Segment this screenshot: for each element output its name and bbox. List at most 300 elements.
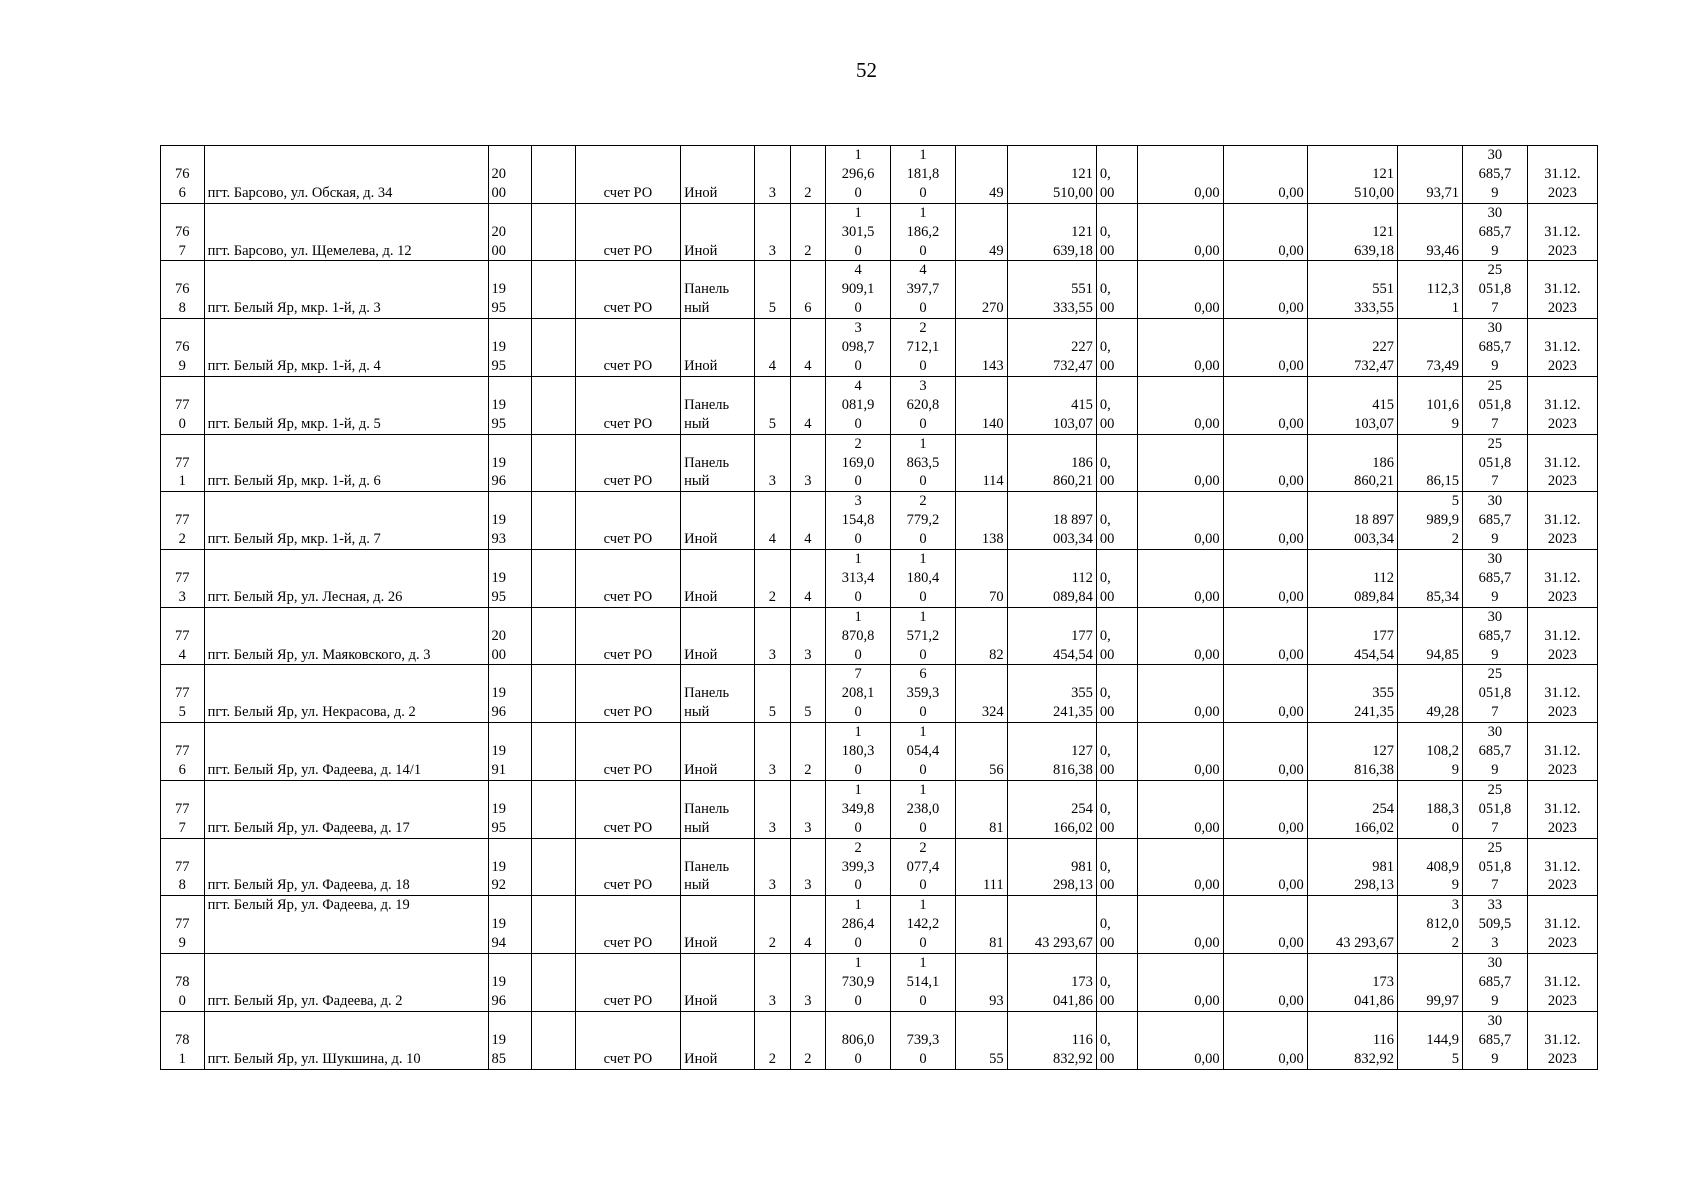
cell-address: пгт. Белый Яр, мкр. 1-й, д. 6	[204, 434, 488, 492]
table-row	[161, 780, 1598, 838]
cell-cost-local: 0,00	[1223, 665, 1307, 723]
cell-area-total: 2 169,0 0	[826, 434, 891, 492]
cell-empty	[532, 376, 576, 434]
table-row	[161, 376, 1598, 434]
cell-unit-cost: 5 989,9 2	[1398, 492, 1463, 550]
cell-year: 19 95	[488, 550, 532, 608]
cell-limit-cost: 30 685,7 9	[1462, 1011, 1527, 1069]
cell-cost-regional: 0,00	[1138, 896, 1223, 954]
cell-deadline: 31.12. 2023	[1527, 780, 1597, 838]
cell-wall-material: Иной	[681, 492, 755, 550]
cell-cost-local: 0,00	[1223, 607, 1307, 665]
cell-residents: 82	[955, 607, 1007, 665]
table-row	[161, 1011, 1598, 1069]
cell-cost-regional: 0,00	[1138, 492, 1223, 550]
cell-area-total: 3 154,8 0	[826, 492, 891, 550]
cell-year: 19 95	[488, 376, 532, 434]
cell-cost-total: 116 832,92	[1007, 1011, 1096, 1069]
cell-cost-local: 0,00	[1223, 146, 1307, 204]
cell-cost-federal: 0, 00	[1096, 723, 1138, 781]
cell-fund-method: счет РО	[575, 723, 680, 781]
cell-cost-total: 127 816,38	[1007, 723, 1096, 781]
cell-floors: 4	[755, 319, 790, 377]
cell-cost-owners: 173 041,86	[1307, 954, 1397, 1012]
cell-year: 19 96	[488, 954, 532, 1012]
cell-year: 19 91	[488, 723, 532, 781]
cell-wall-material: Иной	[681, 896, 755, 954]
cell-floors: 3	[755, 838, 790, 896]
cell-cost-owners: 43 293,67	[1307, 896, 1397, 954]
cell-cost-federal: 0, 00	[1096, 607, 1138, 665]
cell-area-total: 1 870,8 0	[826, 607, 891, 665]
cell-address: пгт. Белый Яр, ул. Фадеева, д. 19	[204, 896, 488, 954]
cell-cost-federal: 0, 00	[1096, 203, 1138, 261]
cell-entrances: 4	[790, 896, 825, 954]
cell-cost-owners: 186 860,21	[1307, 434, 1397, 492]
cell-residents: 138	[955, 492, 1007, 550]
cell-floors: 4	[755, 492, 790, 550]
table-row	[161, 838, 1598, 896]
cell-limit-cost: 30 685,7 9	[1462, 146, 1527, 204]
cell-residents: 81	[955, 896, 1007, 954]
cell-area-total: 806,0 0	[826, 1011, 891, 1069]
cell-empty	[532, 492, 576, 550]
cell-cost-owners: 981 298,13	[1307, 838, 1397, 896]
cell-unit-cost: 94,85	[1398, 607, 1463, 665]
cell-cost-local: 0,00	[1223, 261, 1307, 319]
cell-cost-federal: 0, 00	[1096, 896, 1138, 954]
cell-cost-regional: 0,00	[1138, 550, 1223, 608]
cell-limit-cost: 25 051,8 7	[1462, 838, 1527, 896]
cell-empty	[532, 146, 576, 204]
cell-area-living: 1 186,2 0	[891, 203, 956, 261]
cell-limit-cost: 30 685,7 9	[1462, 550, 1527, 608]
cell-limit-cost: 30 685,7 9	[1462, 607, 1527, 665]
cell-fund-method: счет РО	[575, 550, 680, 608]
cell-entrances: 2	[790, 1011, 825, 1069]
table-row	[161, 319, 1598, 377]
cell-cost-total: 43 293,67	[1007, 896, 1096, 954]
cell-floors: 2	[755, 550, 790, 608]
cell-fund-method: счет РО	[575, 319, 680, 377]
cell-floors: 3	[755, 780, 790, 838]
cell-deadline: 31.12. 2023	[1527, 203, 1597, 261]
cell-unit-cost: 108,2 9	[1398, 723, 1463, 781]
cell-cost-total: 112 089,84	[1007, 550, 1096, 608]
cell-limit-cost: 25 051,8 7	[1462, 665, 1527, 723]
cell-fund-method: счет РО	[575, 434, 680, 492]
cell-area-living: 739,3 0	[891, 1011, 956, 1069]
cell-row-number: 76 7	[161, 203, 205, 261]
cell-year: 20 00	[488, 607, 532, 665]
cell-cost-owners: 121 510,00	[1307, 146, 1397, 204]
cell-area-living: 4 397,7 0	[891, 261, 956, 319]
cell-address: пгт. Белый Яр, ул. Шукшина, д. 10	[204, 1011, 488, 1069]
cell-cost-regional: 0,00	[1138, 1011, 1223, 1069]
cell-year: 19 96	[488, 434, 532, 492]
cell-limit-cost: 30 685,7 9	[1462, 203, 1527, 261]
cell-area-living: 1 054,4 0	[891, 723, 956, 781]
cell-year: 20 00	[488, 146, 532, 204]
cell-cost-federal: 0, 00	[1096, 376, 1138, 434]
cell-area-living: 1 514,1 0	[891, 954, 956, 1012]
cell-deadline: 31.12. 2023	[1527, 607, 1597, 665]
cell-address: пгт. Белый Яр, мкр. 1-й, д. 7	[204, 492, 488, 550]
cell-empty	[532, 838, 576, 896]
cell-empty	[532, 550, 576, 608]
cell-fund-method: счет РО	[575, 261, 680, 319]
cell-wall-material: Панель ный	[681, 376, 755, 434]
cell-fund-method: счет РО	[575, 607, 680, 665]
cell-cost-owners: 355 241,35	[1307, 665, 1397, 723]
cell-cost-owners: 177 454,54	[1307, 607, 1397, 665]
cell-floors: 3	[755, 607, 790, 665]
cell-row-number: 77 9	[161, 896, 205, 954]
cell-cost-owners: 116 832,92	[1307, 1011, 1397, 1069]
cell-entrances: 4	[790, 376, 825, 434]
cell-entrances: 3	[790, 838, 825, 896]
cell-entrances: 2	[790, 203, 825, 261]
cell-residents: 93	[955, 954, 1007, 1012]
cell-year: 19 94	[488, 896, 532, 954]
cell-limit-cost: 33 509,5 3	[1462, 896, 1527, 954]
cell-wall-material: Иной	[681, 954, 755, 1012]
cell-cost-total: 254 166,02	[1007, 780, 1096, 838]
cell-area-total: 1 313,4 0	[826, 550, 891, 608]
cell-cost-local: 0,00	[1223, 434, 1307, 492]
cell-area-living: 6 359,3 0	[891, 665, 956, 723]
cell-unit-cost: 112,3 1	[1398, 261, 1463, 319]
cell-empty	[532, 434, 576, 492]
cell-year: 19 95	[488, 780, 532, 838]
cell-unit-cost: 73,49	[1398, 319, 1463, 377]
cell-floors: 3	[755, 723, 790, 781]
cell-area-living: 1 238,0 0	[891, 780, 956, 838]
cell-deadline: 31.12. 2023	[1527, 954, 1597, 1012]
cell-deadline: 31.12. 2023	[1527, 838, 1597, 896]
cell-cost-owners: 415 103,07	[1307, 376, 1397, 434]
cell-address: пгт. Белый Яр, мкр. 1-й, д. 3	[204, 261, 488, 319]
table-row	[161, 434, 1598, 492]
cell-unit-cost: 408,9 9	[1398, 838, 1463, 896]
cell-entrances: 4	[790, 492, 825, 550]
cell-empty	[532, 723, 576, 781]
cell-cost-owners: 551 333,55	[1307, 261, 1397, 319]
cell-area-total: 7 208,1 0	[826, 665, 891, 723]
cell-area-living: 1 571,2 0	[891, 607, 956, 665]
cell-empty	[532, 203, 576, 261]
cell-fund-method: счет РО	[575, 376, 680, 434]
cell-cost-total: 121 510,00	[1007, 146, 1096, 204]
cell-cost-federal: 0, 00	[1096, 261, 1138, 319]
cell-cost-owners: 127 816,38	[1307, 723, 1397, 781]
housing-registry-table	[160, 145, 1598, 1070]
cell-entrances: 3	[790, 434, 825, 492]
cell-year: 19 93	[488, 492, 532, 550]
cell-address: пгт. Белый Яр, ул. Фадеева, д. 14/1	[204, 723, 488, 781]
cell-unit-cost: 93,46	[1398, 203, 1463, 261]
cell-area-total: 3 098,7 0	[826, 319, 891, 377]
cell-row-number: 77 7	[161, 780, 205, 838]
cell-cost-local: 0,00	[1223, 376, 1307, 434]
cell-empty	[532, 896, 576, 954]
cell-area-total: 1 296,6 0	[826, 146, 891, 204]
table-row	[161, 896, 1598, 954]
cell-empty	[532, 780, 576, 838]
cell-cost-total: 355 241,35	[1007, 665, 1096, 723]
page-number: 52	[856, 58, 877, 82]
cell-cost-local: 0,00	[1223, 1011, 1307, 1069]
cell-deadline: 31.12. 2023	[1527, 319, 1597, 377]
cell-entrances: 5	[790, 665, 825, 723]
cell-unit-cost: 188,3 0	[1398, 780, 1463, 838]
cell-wall-material: Иной	[681, 146, 755, 204]
cell-limit-cost: 30 685,7 9	[1462, 319, 1527, 377]
cell-wall-material: Панель ный	[681, 838, 755, 896]
cell-limit-cost: 25 051,8 7	[1462, 261, 1527, 319]
cell-cost-local: 0,00	[1223, 838, 1307, 896]
cell-wall-material: Иной	[681, 607, 755, 665]
cell-area-total: 2 399,3 0	[826, 838, 891, 896]
cell-deadline: 31.12. 2023	[1527, 723, 1597, 781]
cell-entrances: 6	[790, 261, 825, 319]
cell-residents: 114	[955, 434, 1007, 492]
cell-deadline: 31.12. 2023	[1527, 896, 1597, 954]
cell-cost-local: 0,00	[1223, 896, 1307, 954]
table-row	[161, 954, 1598, 1012]
cell-entrances: 4	[790, 319, 825, 377]
cell-cost-local: 0,00	[1223, 550, 1307, 608]
cell-unit-cost: 85,34	[1398, 550, 1463, 608]
cell-residents: 111	[955, 838, 1007, 896]
cell-cost-federal: 0, 00	[1096, 146, 1138, 204]
cell-cost-federal: 0, 00	[1096, 550, 1138, 608]
cell-cost-total: 981 298,13	[1007, 838, 1096, 896]
cell-limit-cost: 25 051,8 7	[1462, 780, 1527, 838]
cell-residents: 70	[955, 550, 1007, 608]
cell-cost-total: 415 103,07	[1007, 376, 1096, 434]
cell-residents: 49	[955, 203, 1007, 261]
cell-floors: 2	[755, 896, 790, 954]
table-row	[161, 550, 1598, 608]
cell-cost-regional: 0,00	[1138, 723, 1223, 781]
cell-entrances: 3	[790, 780, 825, 838]
cell-cost-regional: 0,00	[1138, 780, 1223, 838]
cell-area-living: 2 779,2 0	[891, 492, 956, 550]
cell-year: 19 95	[488, 261, 532, 319]
table-row	[161, 261, 1598, 319]
cell-fund-method: счет РО	[575, 665, 680, 723]
cell-deadline: 31.12. 2023	[1527, 434, 1597, 492]
cell-unit-cost: 144,9 5	[1398, 1011, 1463, 1069]
cell-row-number: 77 8	[161, 838, 205, 896]
cell-floors: 5	[755, 261, 790, 319]
cell-cost-federal: 0, 00	[1096, 838, 1138, 896]
cell-deadline: 31.12. 2023	[1527, 550, 1597, 608]
cell-residents: 324	[955, 665, 1007, 723]
cell-residents: 270	[955, 261, 1007, 319]
cell-cost-total: 551 333,55	[1007, 261, 1096, 319]
cell-entrances: 2	[790, 723, 825, 781]
cell-cost-regional: 0,00	[1138, 261, 1223, 319]
cell-area-living: 2 712,1 0	[891, 319, 956, 377]
cell-cost-local: 0,00	[1223, 723, 1307, 781]
cell-entrances: 3	[790, 954, 825, 1012]
cell-deadline: 31.12. 2023	[1527, 1011, 1597, 1069]
cell-fund-method: счет РО	[575, 954, 680, 1012]
cell-deadline: 31.12. 2023	[1527, 376, 1597, 434]
table-row	[161, 492, 1598, 550]
cell-area-living: 1 180,4 0	[891, 550, 956, 608]
cell-address: пгт. Барсово, ул. Щемелева, д. 12	[204, 203, 488, 261]
cell-row-number: 76 6	[161, 146, 205, 204]
cell-empty	[532, 665, 576, 723]
cell-address: пгт. Белый Яр, мкр. 1-й, д. 5	[204, 376, 488, 434]
cell-cost-total: 186 860,21	[1007, 434, 1096, 492]
cell-residents: 143	[955, 319, 1007, 377]
cell-entrances: 2	[790, 146, 825, 204]
cell-address: пгт. Барсово, ул. Обская, д. 34	[204, 146, 488, 204]
cell-residents: 56	[955, 723, 1007, 781]
cell-row-number: 76 8	[161, 261, 205, 319]
cell-wall-material: Иной	[681, 203, 755, 261]
cell-empty	[532, 954, 576, 1012]
cell-area-living: 1 863,5 0	[891, 434, 956, 492]
cell-address: пгт. Белый Яр, ул. Маяковского, д. 3	[204, 607, 488, 665]
cell-address: пгт. Белый Яр, мкр. 1-й, д. 4	[204, 319, 488, 377]
cell-fund-method: счет РО	[575, 896, 680, 954]
cell-floors: 5	[755, 376, 790, 434]
cell-row-number: 77 6	[161, 723, 205, 781]
cell-wall-material: Панель ный	[681, 665, 755, 723]
cell-wall-material: Панель ный	[681, 780, 755, 838]
cell-wall-material: Иной	[681, 723, 755, 781]
table-row	[161, 146, 1598, 204]
cell-cost-regional: 0,00	[1138, 665, 1223, 723]
cell-floors: 3	[755, 954, 790, 1012]
cell-deadline: 31.12. 2023	[1527, 492, 1597, 550]
cell-wall-material: Иной	[681, 550, 755, 608]
cell-unit-cost: 49,28	[1398, 665, 1463, 723]
cell-cost-total: 173 041,86	[1007, 954, 1096, 1012]
cell-cost-regional: 0,00	[1138, 146, 1223, 204]
cell-area-total: 1 349,8 0	[826, 780, 891, 838]
cell-area-living: 1 142,2 0	[891, 896, 956, 954]
table-row	[161, 665, 1598, 723]
cell-address: пгт. Белый Яр, ул. Некрасова, д. 2	[204, 665, 488, 723]
cell-area-total: 1 286,4 0	[826, 896, 891, 954]
cell-cost-local: 0,00	[1223, 954, 1307, 1012]
cell-cost-local: 0,00	[1223, 203, 1307, 261]
cell-address: пгт. Белый Яр, ул. Лесная, д. 26	[204, 550, 488, 608]
cell-cost-local: 0,00	[1223, 319, 1307, 377]
cell-year: 19 85	[488, 1011, 532, 1069]
cell-cost-regional: 0,00	[1138, 434, 1223, 492]
cell-empty	[532, 319, 576, 377]
cell-unit-cost: 3 812,0 2	[1398, 896, 1463, 954]
cell-cost-local: 0,00	[1223, 780, 1307, 838]
cell-residents: 55	[955, 1011, 1007, 1069]
cell-empty	[532, 261, 576, 319]
cell-residents: 140	[955, 376, 1007, 434]
cell-empty	[532, 1011, 576, 1069]
table-row	[161, 723, 1598, 781]
cell-cost-owners: 121 639,18	[1307, 203, 1397, 261]
table-row	[161, 607, 1598, 665]
cell-cost-local: 0,00	[1223, 492, 1307, 550]
cell-area-living: 1 181,8 0	[891, 146, 956, 204]
cell-row-number: 78 0	[161, 954, 205, 1012]
cell-cost-regional: 0,00	[1138, 376, 1223, 434]
cell-year: 19 96	[488, 665, 532, 723]
cell-row-number: 77 1	[161, 434, 205, 492]
cell-unit-cost: 101,6 9	[1398, 376, 1463, 434]
cell-residents: 49	[955, 146, 1007, 204]
cell-floors: 2	[755, 1011, 790, 1069]
cell-residents: 81	[955, 780, 1007, 838]
cell-address: пгт. Белый Яр, ул. Фадеева, д. 2	[204, 954, 488, 1012]
cell-cost-owners: 227 732,47	[1307, 319, 1397, 377]
cell-fund-method: счет РО	[575, 492, 680, 550]
cell-cost-federal: 0, 00	[1096, 434, 1138, 492]
cell-cost-owners: 112 089,84	[1307, 550, 1397, 608]
cell-cost-regional: 0,00	[1138, 838, 1223, 896]
cell-unit-cost: 86,15	[1398, 434, 1463, 492]
cell-floors: 3	[755, 146, 790, 204]
cell-address: пгт. Белый Яр, ул. Фадеева, д. 17	[204, 780, 488, 838]
table-row	[161, 203, 1598, 261]
cell-cost-federal: 0, 00	[1096, 319, 1138, 377]
cell-row-number: 77 0	[161, 376, 205, 434]
cell-cost-regional: 0,00	[1138, 319, 1223, 377]
cell-cost-owners: 18 897 003,34	[1307, 492, 1397, 550]
cell-wall-material: Иной	[681, 319, 755, 377]
cell-row-number: 77 3	[161, 550, 205, 608]
cell-cost-total: 121 639,18	[1007, 203, 1096, 261]
cell-deadline: 31.12. 2023	[1527, 261, 1597, 319]
cell-deadline: 31.12. 2023	[1527, 665, 1597, 723]
cell-limit-cost: 25 051,8 7	[1462, 376, 1527, 434]
cell-cost-total: 227 732,47	[1007, 319, 1096, 377]
cell-unit-cost: 93,71	[1398, 146, 1463, 204]
cell-limit-cost: 30 685,7 9	[1462, 954, 1527, 1012]
cell-unit-cost: 99,97	[1398, 954, 1463, 1012]
cell-year: 19 95	[488, 319, 532, 377]
cell-fund-method: счет РО	[575, 780, 680, 838]
cell-floors: 5	[755, 665, 790, 723]
cell-cost-federal: 0, 00	[1096, 780, 1138, 838]
cell-cost-federal: 0, 00	[1096, 1011, 1138, 1069]
cell-address: пгт. Белый Яр, ул. Фадеева, д. 18	[204, 838, 488, 896]
cell-fund-method: счет РО	[575, 1011, 680, 1069]
cell-row-number: 78 1	[161, 1011, 205, 1069]
cell-row-number: 77 2	[161, 492, 205, 550]
cell-cost-federal: 0, 00	[1096, 954, 1138, 1012]
cell-cost-regional: 0,00	[1138, 203, 1223, 261]
cell-cost-federal: 0, 00	[1096, 492, 1138, 550]
cell-row-number: 77 5	[161, 665, 205, 723]
cell-limit-cost: 30 685,7 9	[1462, 492, 1527, 550]
cell-area-total: 1 730,9 0	[826, 954, 891, 1012]
cell-wall-material: Иной	[681, 1011, 755, 1069]
cell-limit-cost: 25 051,8 7	[1462, 434, 1527, 492]
cell-year: 19 92	[488, 838, 532, 896]
cell-fund-method: счет РО	[575, 146, 680, 204]
cell-deadline: 31.12. 2023	[1527, 146, 1597, 204]
table-body	[161, 146, 1598, 1070]
cell-row-number: 76 9	[161, 319, 205, 377]
cell-fund-method: счет РО	[575, 838, 680, 896]
